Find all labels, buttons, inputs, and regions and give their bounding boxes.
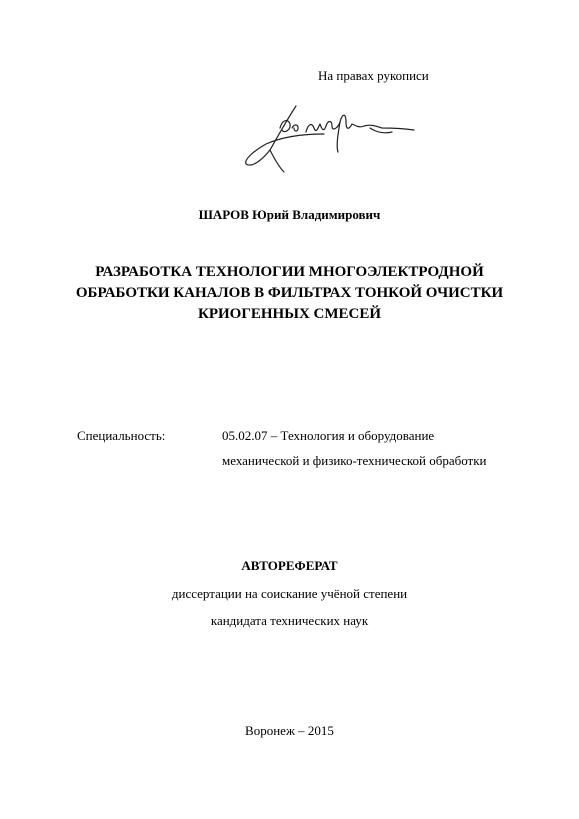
author-name: ШАРОВ Юрий Владимирович [198,207,381,222]
abstract-subtitle-line: диссертации на соискание учёной степени [171,586,408,601]
rights-note: На правах рукописи [318,68,429,83]
specialty-description-line: механической и физико-технической обработки [222,453,487,468]
title-line: РАЗРАБОТКА ТЕХНОЛОГИИ МНОГОЭЛЕКТРОДНОЙ [95,264,484,280]
abstract-heading: АВТОРЕФЕРАТ [241,558,338,573]
title-line: КРИОГЕННЫХ СМЕСЕЙ [197,306,382,322]
city-year: Воронеж – 2015 [245,723,334,738]
abstract-degree-line: кандидата технических наук [210,613,369,628]
specialty-label: Специальность: [77,428,166,443]
dissertation-title [0,262,579,325]
title-line: ОБРАБОТКИ КАНАЛОВ В ФИЛЬТРАХ ТОНКОЙ ОЧИСТКИ [75,285,504,301]
specialty-code-line: 05.02.07 – Технология и оборудование [222,428,435,443]
handwritten-signature [244,98,422,174]
